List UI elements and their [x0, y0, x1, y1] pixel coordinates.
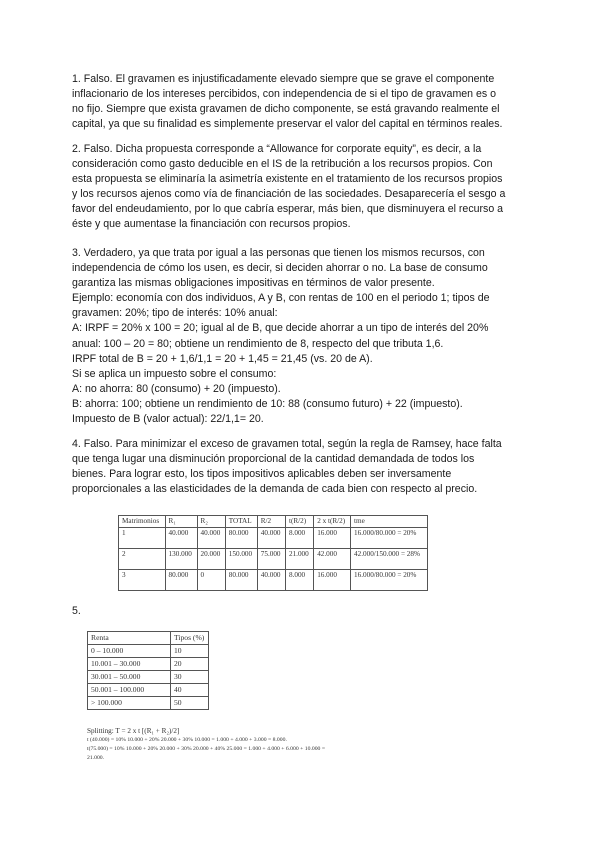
text-line: B: ahorra: 100; obtiene un rendimiento de 10: 88 (consumo futuro) + 22 (impuesto).: [72, 397, 463, 410]
table-row: [88, 684, 209, 697]
text-line: gravamen: 20%; tipo de interés: 10% anual:: [72, 307, 278, 320]
text-line: 2. Falso. Dicha propuesta corresponde a “Allowance for corporate equity”, es decir, a la: [72, 143, 482, 155]
table-cell: 3: [119, 570, 166, 591]
text-line: 4. Falso. Para minimizar el exceso de gravamen total, según la regla de Ramsey, hace falta: [72, 438, 502, 450]
text-line: Impuesto de B (valor actual): 22/1,1= 20.: [72, 413, 264, 426]
text-line: bienes. Para lograr esto, los tipos impositivos aplicables deben ser inversamente: [72, 468, 452, 481]
answer-3: [72, 246, 532, 427]
table-cell: 40.000: [257, 570, 285, 591]
text-line: Si se aplica un impuesto sobre el consumo:: [72, 367, 277, 380]
table-cell: 20: [171, 658, 209, 671]
text-line: Ejemplo: economía con dos individuos, A y B, con rentas de 100 en el periodo 1; tipos de: [72, 292, 490, 305]
table-header-row: [88, 632, 209, 645]
table-cell: 42.000: [314, 549, 351, 570]
text-line: favor del endeudamiento, por lo que cabría esperar, más bien, que disminuyera el recurso a: [72, 203, 504, 216]
note-line: 21.000.: [87, 755, 105, 761]
table-cell: 8.000: [285, 570, 313, 591]
table-cell: 30: [171, 671, 209, 684]
text-line: A: no ahorra: 80 (consumo) + 20 (impuesto).: [72, 382, 281, 395]
table-row: [88, 671, 209, 684]
header-cell: Tipos (%): [171, 632, 209, 645]
splitting-notes: [87, 726, 325, 763]
table-cell: 40.000: [165, 528, 197, 549]
table-header-row: [119, 516, 428, 528]
tax-brackets-table: [87, 631, 209, 710]
marriage-tax-table: [118, 515, 428, 591]
text-line: anual: 100 – 20 = 80; obtiene un rendimiento de 8, respecto del que tributa 1,6.: [72, 337, 444, 350]
header-cell: tme: [351, 516, 428, 528]
table-cell: 10: [171, 645, 209, 658]
table-cell: 1: [119, 528, 166, 549]
table-cell: 16.000: [314, 570, 351, 591]
table-cell: 16.000/80.000 = 20%: [351, 570, 428, 591]
table-cell: 0 – 10.000: [88, 645, 171, 658]
header-cell: 2 x t(R/2): [314, 516, 351, 528]
answer-4: [72, 437, 532, 497]
answer-2: [72, 142, 532, 233]
table-cell: 80.000: [225, 570, 257, 591]
text-line: éste y que aumentase la financiación con recursos propios.: [72, 218, 351, 231]
header-cell: R₁: [165, 516, 197, 528]
table-row: [88, 697, 209, 710]
table-cell: 16.000: [314, 528, 351, 549]
text-line: 1. Falso. El gravamen es injustificadamente elevado siempre que se grave el componente: [72, 73, 495, 85]
text-line: inflacionario de los intereses percibidos, con independencia de si el tipo de gravamen es o: [72, 88, 497, 101]
table-cell: 2: [119, 549, 166, 570]
table-cell: 50.001 – 100.000: [88, 684, 171, 697]
text-line: IRPF total de B = 20 + 1,6/1,1 = 20 + 1,45 = 21,45 (vs. 20 de A).: [72, 352, 373, 365]
answer-5-number: 5.: [72, 605, 81, 617]
text-line: que tenga lugar una disminución proporcional de la cantidad demandada de todos los: [72, 453, 475, 466]
text-line: garantiza las mismas obligaciones impositivas en términos de valor presente.: [72, 277, 435, 290]
table-row: [88, 645, 209, 658]
table-cell: 10.001 – 30.000: [88, 658, 171, 671]
note-line: t (40.000) = 10% 10.000 + 20% 20.000 + 30% 10.000 = 1.000 + 4.000 + 3.000 = 8.000.: [87, 737, 287, 743]
text-line: proporcionales a las elasticidades de la demanda de cada bien con respecto al precio.: [72, 483, 478, 496]
text-line: independencia de cómo los usen, es decir, si deciden ahorrar o no. La base de consumo: [72, 262, 488, 275]
table-cell: 0: [197, 570, 225, 591]
answer-1: [72, 72, 532, 132]
table-cell: 16.000/80.000 = 20%: [351, 528, 428, 549]
table-cell: 21.000: [285, 549, 313, 570]
table-cell: 80.000: [165, 570, 197, 591]
text-line: capital, ya que su finalidad es simplemente preservar el valor del capital en términos reales.: [72, 118, 503, 131]
header-cell: Renta: [88, 632, 171, 645]
text-line: esta propuesta se eliminaría la asimetría existente en el tratamiento de los recursos propios: [72, 173, 503, 186]
text-line: y los recursos ajenos como vía de financiación de las sociedades. Desaparecería el sesgo a: [72, 188, 506, 201]
table-cell: > 100.000: [88, 697, 171, 710]
text-line: no fijo. Siempre que exista gravamen de dicho componente, se está gravando realmente el: [72, 103, 500, 116]
table-row: [119, 549, 428, 570]
header-cell: Matrimonios: [119, 516, 166, 528]
text-line: consideración como gasto deducible en el IS de la retribución a los recursos propios. Con: [72, 158, 493, 171]
table-cell: 50: [171, 697, 209, 710]
header-cell: TOTAL: [225, 516, 257, 528]
table-cell: 150.000: [225, 549, 257, 570]
table-cell: 42.000/150.000 = 28%: [351, 549, 428, 570]
header-cell: t(R/2): [285, 516, 313, 528]
table-row: [88, 658, 209, 671]
header-cell: R₂: [197, 516, 225, 528]
text-line: A: IRPF = 20% x 100 = 20; igual al de B, que decide ahorrar a un tipo de interés del 20%: [72, 322, 489, 335]
table-row: [119, 528, 428, 549]
table-cell: 40.000: [197, 528, 225, 549]
header-cell: R/2: [257, 516, 285, 528]
table-cell: 8.000: [285, 528, 313, 549]
table-cell: 75.000: [257, 549, 285, 570]
table-cell: 130.000: [165, 549, 197, 570]
text-line: 3. Verdadero, ya que trata por igual a las personas que tienen los mismos recursos, con: [72, 247, 485, 259]
table-cell: 80.000: [225, 528, 257, 549]
table-cell: 40.000: [257, 528, 285, 549]
table-cell: 20.000: [197, 549, 225, 570]
table-cell: 30.001 – 50.000: [88, 671, 171, 684]
note-line: t(75.000) = 10% 10.000 + 20% 20.000 + 30% 20.000 + 40% 25.000 = 1.000 + 4.000 + 6.000 + 10.000 =: [87, 746, 326, 752]
note-line: Splitting: T = 2 x t [(R₁ + R₂)/2]: [87, 727, 180, 735]
table-cell: 40: [171, 684, 209, 697]
table-row: [119, 570, 428, 591]
